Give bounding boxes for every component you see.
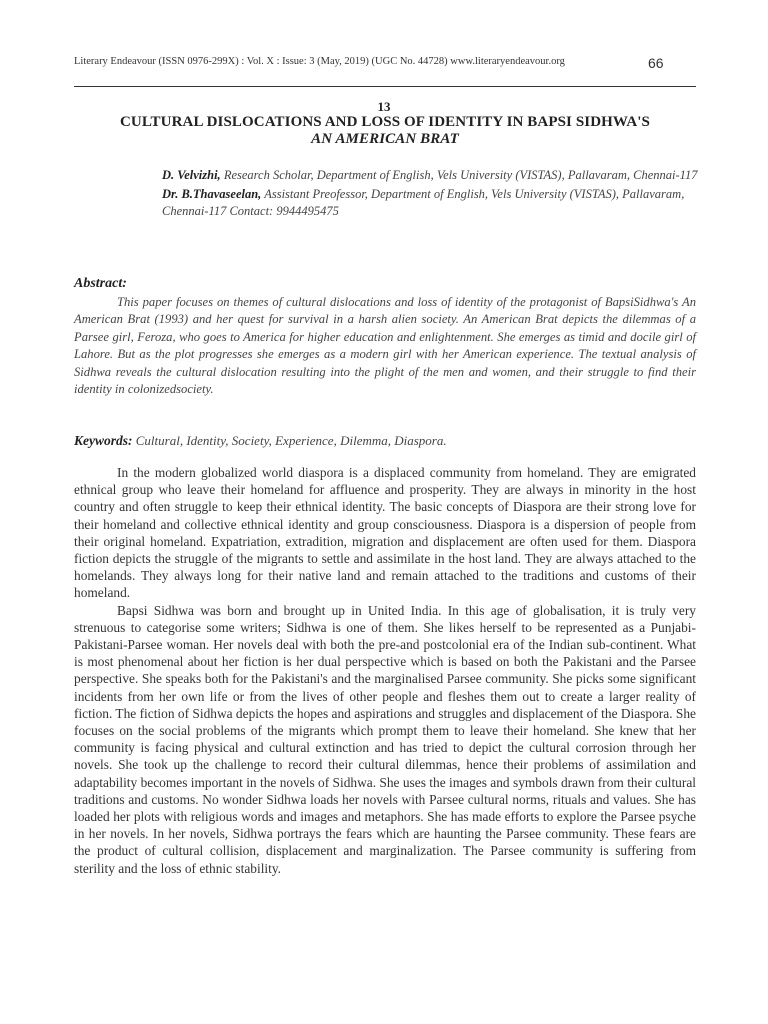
author-affiliation: Research Scholar, Department of English, Vels University (VISTAS), Pallavaram, Chennai-117 bbox=[223, 168, 698, 182]
author-entry bbox=[162, 186, 702, 221]
author-entry bbox=[162, 167, 702, 185]
abstract-text: This paper focuses on themes of cultural dislocations and loss of identity of the protagonist of BapsiSidhwa's An American Brat (1993) and her quest for survival in a harsh alien society. An American Brat depicts the dilemmas of a Parsee girl, Feroza, who goes to America for higher education and enlightenment. She emerges as timid and docile girl of Lahore. But as the plot progresses she emerges as a modern girl with her American experience. The textual analysis of Sidhwa reveals the cultural dislocation resulting into the plight of the men and women, and their struggle to find their identity in colonizedsociety. bbox=[74, 295, 696, 397]
author-affiliation: Assistant Preofessor, Department of English, Vels University (VISTAS), Pallavaram, Chennai-117 Contact: 9944495475 bbox=[162, 186, 685, 218]
running-header: Literary Endeavour (ISSN 0976-299X) : Vol. X : Issue: 3 (May, 2019) (UGC No. 44728) www.literaryendeavour.org bbox=[74, 56, 565, 67]
page-number: 66 bbox=[648, 55, 664, 71]
keywords-text: Cultural, Identity, Society, Experience, Dilemma, Diaspora. bbox=[132, 433, 447, 448]
keywords-line bbox=[74, 433, 696, 449]
article-title-line-2: AN AMERICAN BRAT bbox=[311, 131, 459, 147]
abstract-heading: Abstract: bbox=[74, 276, 127, 291]
author-name: D. Velvizhi, bbox=[162, 168, 221, 182]
author-name: Dr. B.Thavaseelan, bbox=[162, 186, 262, 201]
body-paragraph: Bapsi Sidhwa was born and brought up in United India. In this age of globalisation, it is truly very strenuous to categorise some writers; Sidhwa is one of them. She likes herself to be represented as a Punjabi-Pakistani-Parsee woman. Her novels deal with both the pre-and postcolonial era of the Indian sub-continent. What is most phenomenal about her fiction is her dual perspective which is based on both the Pakistani and the Parsee perspective. She speaks both for the Pakistani's and the marginalised Parsee community. She picks some significant incidents from her own life or from the lives of other people and fleshes them out to create a larger reality of fiction. The fiction of Sidhwa depicts the hopes and aspirations and struggles and displacement of the Diaspora. She focuses on the social problems of the migrants which prompt them to leave their homeland. She knew that her community is facing physical and cultural extinction and has tried to depict the cultural corrosion through her novels. She took up the challenge to record their cultural dilemmas, hence their problems of assimilation and adaptability becomes important in the novels of Sidhwa. She uses the images and symbols drawn from their cultural traditions and customs. No wonder Sidhwa loads her novels with Parsee cultural norms, rituals and values. She has loaded her plots with religious words and images and metaphors. She has made efforts to explore the Parsee psyche in her novels. In her novels, Sidhwa portrays the fears which are haunting the Parsee community. These fears are the product of cultural collision, displacement and marginalization. The Parsee community is suffering from sterility and the loss of ethnic stability. bbox=[74, 602, 696, 876]
body-text bbox=[74, 464, 696, 877]
article-title bbox=[80, 114, 690, 148]
body-paragraph: In the modern globalized world diaspora is a displaced community from homeland. They are emigrated ethnical group who leave their homeland for affluence and prosperity. They are always in minority in the host country and often struggle to keep their ethnical identity. The basic concepts of Diaspora are their strong love for their homeland and collective ethnical identity and group consciousness. Diaspora is a dispersion of people from their original homeland. Expatriation, extradition, migration and displacement are often used for them. Diaspora fiction depicts the struggle of the migrants to settle and assimilate in the host land. They are always attached to the homelands. They always long for their native land and remain attached to the traditions and customs of their homeland. bbox=[74, 465, 696, 601]
header-divider bbox=[74, 86, 696, 87]
keywords-label: Keywords: bbox=[74, 433, 133, 448]
article-title-line-1: CULTURAL DISLOCATIONS AND LOSS OF IDENTITY IN BAPSI SIDHWA'S bbox=[119, 114, 651, 130]
author-list bbox=[162, 167, 702, 222]
chapter-number: 13 bbox=[377, 99, 391, 114]
